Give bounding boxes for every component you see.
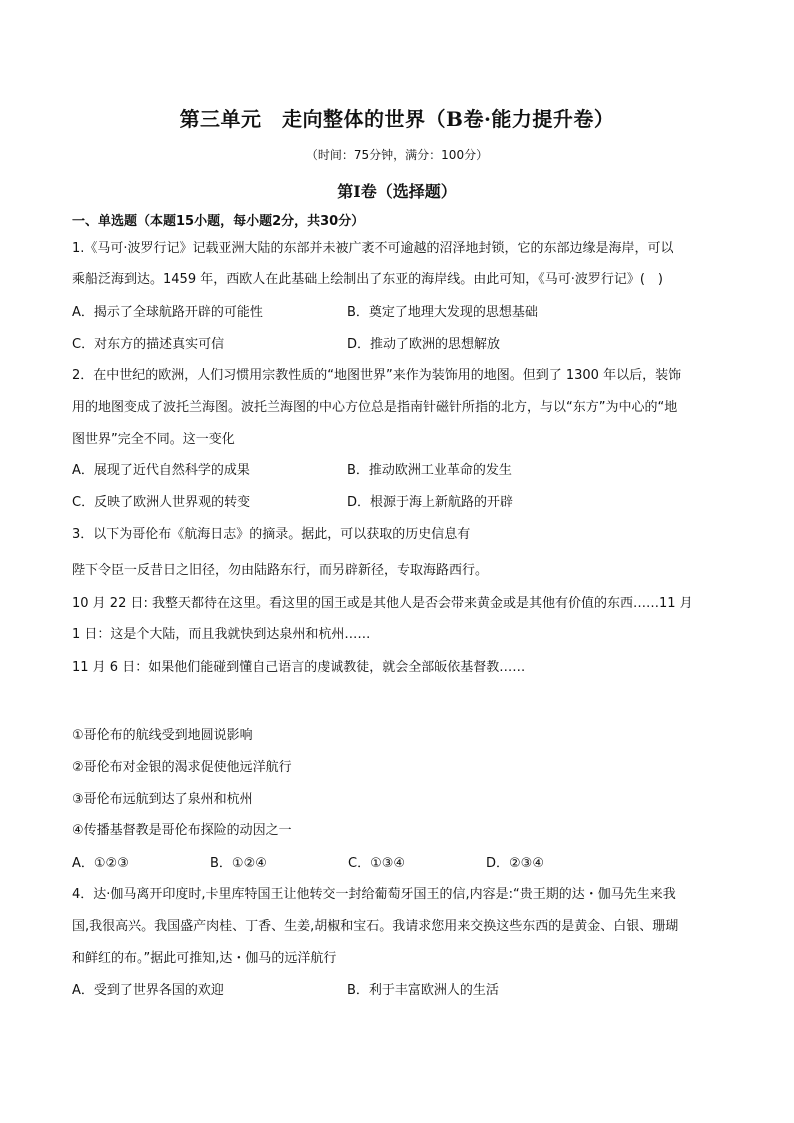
- part-heading: 第Ⅰ卷（选择题）: [337, 182, 457, 201]
- q2-stem-line-1: 2．在中世纪的欧洲，人们习惯用宗教性质的“地图世界”来作为装饰用的地图。但到了 1300 年以后，装饰: [72, 368, 682, 383]
- q3-item-2: ②哥伦布对金银的渴求促使他远洋航行: [72, 760, 292, 775]
- q2-option-d[interactable]: D．根源于海上新航路的开辟: [347, 495, 514, 510]
- q3-quote-2a: 10 月 22 日: 我整天都待在这里。看这里的国王或是其他人是否会带来黄金或是其他有价值的东西……11 月: [72, 596, 693, 611]
- q1-option-a[interactable]: A．揭示了全球航路开辟的可能性: [72, 305, 263, 320]
- q3-quote-2b: 1 日：这是个大陆，而且我就快到达泉州和杭州……: [72, 627, 371, 642]
- q1-stem-line-2: 乘船泛海到达。1459 年，西欧人在此基础上绘制出了东亚的海岸线。由此可知，《马可·波罗行记》( ): [72, 272, 663, 287]
- q4-stem-line-1: 4．达·伽马离开印度时,卡里库特国王让他转交一封给葡萄牙国王的信,内容是:“贵王期的达・伽马先生来我: [72, 887, 676, 902]
- q3-item-3: ③哥伦布远航到达了泉州和杭州: [72, 792, 253, 807]
- q3-item-4: ④传播基督教是哥伦布探险的动因之一: [72, 823, 292, 838]
- q4-option-b[interactable]: B．利于丰富欧洲人的生活: [347, 983, 499, 998]
- q4-option-a[interactable]: A．受到了世界各国的欢迎: [72, 983, 224, 998]
- q1-option-d[interactable]: D．推动了欧洲的思想解放: [347, 337, 501, 352]
- q4-stem-line-2: 国,我很高兴。我国盛产肉桂、丁香、生姜,胡椒和宝石。我请求您用来交换这些东西的是黄金、白银、珊瑚: [72, 919, 679, 934]
- q3-option-b[interactable]: B．①②④: [210, 856, 267, 871]
- q2-stem-line-2: 用的地图变成了波托兰海图。波托兰海图的中心方位总是指南针磁针所指的北方，与以“东方”为中心的“地: [72, 400, 678, 415]
- exam-title: 第三单元 走向整体的世界（B卷·能力提升卷）: [179, 107, 615, 131]
- q3-stem: 3．以下为哥伦布《航海日志》的摘录。据此，可以获取的历史信息有: [72, 527, 471, 542]
- q3-option-a[interactable]: A．①②③: [72, 856, 129, 871]
- q3-quote-1: 陛下令臣一反昔日之旧径，勿由陆路东行，而另辟新径，专取海路西行。: [72, 563, 489, 578]
- q2-stem-line-3: 图世界”完全不同。这一变化: [72, 432, 235, 447]
- q2-option-c[interactable]: C．反映了欧洲人世界观的转变: [72, 495, 251, 510]
- q3-option-c[interactable]: C．①③④: [348, 856, 406, 871]
- section-heading: 一、单选题（本题15小题，每小题2分，共30分）: [72, 214, 365, 229]
- q1-stem-line-1: 1.《马可·波罗行记》记载亚洲大陆的东部并未被广袤不可逾越的沼泽地封锁，它的东部边缘是海岸，可以: [72, 241, 674, 256]
- q3-quote-3: 11 月 6 日：如果他们能碰到懂自己语言的虔诚教徒，就会全部皈依基督教……: [72, 660, 526, 675]
- q2-option-b[interactable]: B．推动欧洲工业革命的发生: [347, 463, 512, 478]
- q3-option-d[interactable]: D．②③④: [486, 856, 544, 871]
- q2-option-a[interactable]: A．展现了近代自然科学的成果: [72, 463, 250, 478]
- q1-option-c[interactable]: C．对东方的描述真实可信: [72, 337, 225, 352]
- exam-time-info: （时间：75分钟，满分：100分）: [305, 148, 489, 162]
- q4-stem-line-3: 和鲜红的布。”据此可推知,达・伽马的远洋航行: [72, 951, 337, 966]
- q1-option-b[interactable]: B．奠定了地理大发现的思想基础: [347, 305, 538, 320]
- q3-item-1: ①哥伦布的航线受到地圆说影响: [72, 728, 253, 743]
